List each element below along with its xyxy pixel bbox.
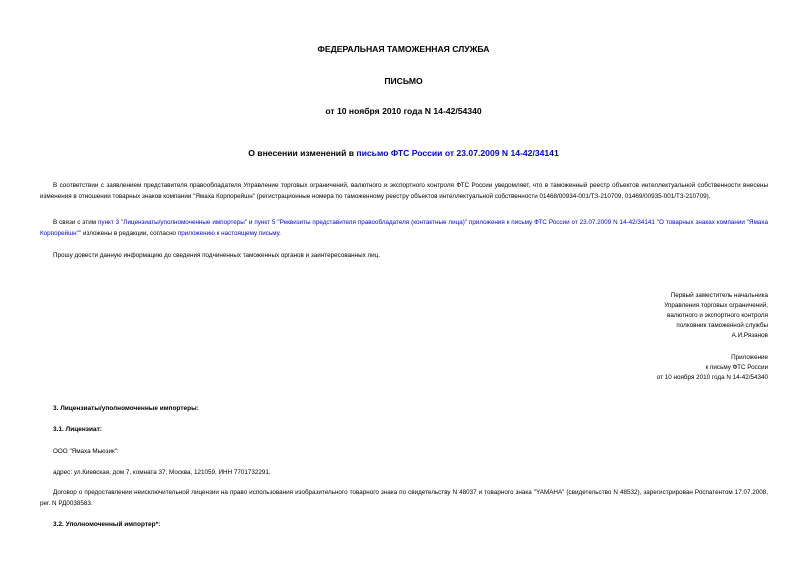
agency-heading: ФЕДЕРАЛЬНАЯ ТАМОЖЕННАЯ СЛУЖБА: [317, 44, 490, 54]
doc-title-link[interactable]: письмо ФТС России от 23.07.2009 N 14-42/34141: [356, 148, 559, 158]
paragraph-changes-text-b: и: [247, 219, 255, 226]
licensee-address: адрес: ул.Киевская, дом 7, комната 37, Москва, 121059, ИНН 7701732291.: [53, 469, 271, 476]
section-3-1-heading: 3.1. Лицензиат:: [53, 426, 102, 433]
paragraph-notice: В соответствии с заявлением представителя правообладателя Управление торговых ограничений, валютного и экспортного контроля ФТС России уведомляет, что в таможенный реестр объектов интеллектуальной собственности внесены изменения в отношении товарных знаков компании "Ямаха Корпорейшн" (регистрационные номера по таможенному реестру объектов интеллектуальной собственности 01468/00934-001/ТЗ-210709, 01469/00935-001/ТЗ-210709).: [40, 182, 768, 200]
paragraph-changes-text-a: В связи с этим: [53, 219, 99, 226]
appendix-ref-line-3: от 10 ноября 2010 года N 14-42/54340: [656, 374, 768, 381]
paragraph-request: Прошу довести данную информацию до сведения подчиненных таможенных органов и заинтересованных лиц.: [53, 252, 381, 259]
paragraph-changes-text-c: изложены в редакции, согласно: [81, 229, 178, 237]
signature-line-4: полковник таможенной службы: [676, 322, 768, 329]
signature-line-1: Первый заместитель начальника: [670, 292, 768, 299]
section-3-heading: 3. Лицензиаты/уполномоченные импортеры:: [53, 405, 199, 412]
signature-name: А.И.Рязанов: [731, 332, 768, 339]
section-3-2-heading: 3.2. Уполномоченный импортер*:: [53, 521, 161, 528]
license-contract: Договор о предоставлении неисключительной лицензии на право использования изобразительного товарного знака по свидетельству N 48037 и товарного знака "YAMAHA" (свидетельство N 48532), зарегистрирован Роспатентом 17.07.2008, рег. N РД0038583.: [40, 489, 768, 507]
paragraph-changes-text-d: .: [279, 229, 281, 237]
appendix-link[interactable]: приложению к настоящему письму: [177, 229, 280, 237]
signature-line-2: Управления торговых ограничений,: [664, 302, 768, 309]
item-3-link[interactable]: пункт 3 "Лицензиаты/уполномоченные импортеры": [98, 219, 248, 226]
appendix-ref-line-2: к письму ФТС России: [705, 364, 768, 371]
doc-type-heading: ПИСЬМО: [384, 76, 423, 86]
item-5-link[interactable]: пункт 5 "Реквизиты представителя правообладателя (контактные лица)" приложения к письму ФТС России от 23.07.2009 N 14-42/34141 "О товарных знаках компании "Ямаха Корпорейшн"": [40, 219, 768, 237]
doc-title: [0, 148, 807, 158]
doc-date-heading: от 10 ноября 2010 года N 14-42/54340: [325, 106, 482, 116]
signature-line-3: валютного и экспортного контроля: [667, 312, 768, 319]
licensee-company: ООО "Ямаха Мьюзик":: [53, 448, 119, 455]
paragraph-changes: [40, 218, 768, 239]
doc-title-prefix: О внесении изменений в: [248, 148, 357, 158]
appendix-ref-line-1: Приложение: [731, 354, 768, 361]
